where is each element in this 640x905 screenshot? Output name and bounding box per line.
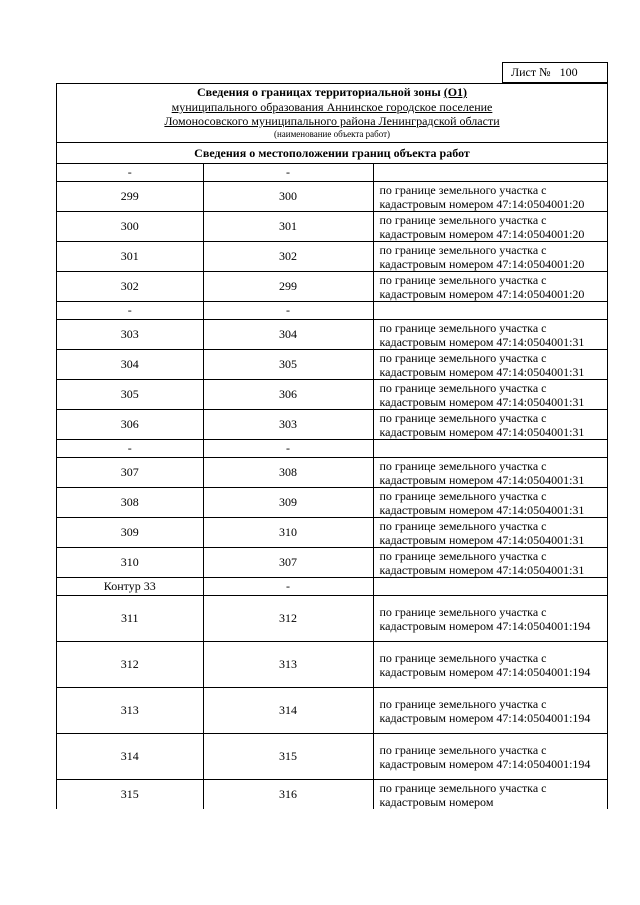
table-row	[57, 780, 607, 810]
boundary-description: по границе земельного участка с кадастровым номером 47:14:0504001:20	[373, 272, 607, 302]
boundary-description: по границе земельного участка с кадастровым номером 47:14:0504001:31	[373, 320, 607, 350]
point-from: 313	[57, 688, 203, 734]
zone-code: (О1)	[443, 85, 468, 99]
table-row	[57, 164, 607, 182]
point-to: 309	[203, 488, 373, 518]
point-from: 308	[57, 488, 203, 518]
point-from: 306	[57, 410, 203, 440]
boundary-description: по границе земельного участка с кадастровым номером 47:14:0504001:31	[373, 548, 607, 578]
point-to: 305	[203, 350, 373, 380]
point-to: 312	[203, 596, 373, 642]
point-to: -	[203, 440, 373, 458]
boundary-document	[56, 83, 608, 809]
sheet-number: 100	[559, 65, 578, 79]
point-to: -	[203, 164, 373, 182]
boundary-description: по границе земельного участка с кадастровым номером 47:14:0504001:20	[373, 212, 607, 242]
table-row	[57, 688, 607, 734]
table-row	[57, 182, 607, 212]
point-to: 299	[203, 272, 373, 302]
point-to: -	[203, 578, 373, 596]
table-row	[57, 734, 607, 780]
boundary-description	[373, 578, 607, 596]
point-from: 312	[57, 642, 203, 688]
table-row	[57, 380, 607, 410]
boundary-description: по границе земельного участка с кадастровым номером 47:14:0504001:194	[373, 642, 607, 688]
boundary-description: по границе земельного участка с кадастровым номером 47:14:0504001:20	[373, 242, 607, 272]
boundary-description: по границе земельного участка с кадастровым номером 47:14:0504001:31	[373, 380, 607, 410]
document-title	[57, 85, 607, 100]
point-from: 310	[57, 548, 203, 578]
point-to: 303	[203, 410, 373, 440]
point-from: -	[57, 440, 203, 458]
object-caption: (наименование объекта работ)	[273, 129, 391, 139]
point-from: -	[57, 164, 203, 182]
point-from: 304	[57, 350, 203, 380]
table-row	[57, 440, 607, 458]
boundary-description	[373, 164, 607, 182]
document-header	[57, 84, 607, 143]
boundary-description	[373, 302, 607, 320]
table-row	[57, 302, 607, 320]
point-to: 304	[203, 320, 373, 350]
point-from: Контур 33	[57, 578, 203, 596]
point-to: 314	[203, 688, 373, 734]
boundary-description: по границе земельного участка с кадастровым номером 47:14:0504001:31	[373, 488, 607, 518]
point-to: 310	[203, 518, 373, 548]
municipality-line: муниципального образования Аннинское городское поселение	[171, 100, 493, 114]
table-row	[57, 596, 607, 642]
table-row	[57, 458, 607, 488]
point-to: 302	[203, 242, 373, 272]
point-to: 307	[203, 548, 373, 578]
point-from: 303	[57, 320, 203, 350]
boundary-description: по границе земельного участка с кадастровым номером 47:14:0504001:194	[373, 734, 607, 780]
point-from: 300	[57, 212, 203, 242]
boundary-description: по границе земельного участка с кадастровым номером 47:14:0504001:194	[373, 596, 607, 642]
table-row	[57, 642, 607, 688]
table-row	[57, 272, 607, 302]
point-from: -	[57, 302, 203, 320]
table-row	[57, 518, 607, 548]
point-to: 315	[203, 734, 373, 780]
boundary-description: по границе земельного участка с кадастровым номером	[379, 780, 547, 809]
point-from: 311	[57, 596, 203, 642]
point-from: 302	[57, 272, 203, 302]
boundary-description	[373, 440, 607, 458]
table-row	[57, 212, 607, 242]
boundary-description: по границе земельного участка с кадастровым номером 47:14:0504001:31	[373, 518, 607, 548]
title-text: Сведения о границах территориальной зоны	[196, 85, 441, 99]
table-row	[57, 320, 607, 350]
sheet-label: Лист №	[511, 65, 551, 79]
point-from: 307	[57, 458, 203, 488]
table-row	[57, 410, 607, 440]
table-row	[57, 350, 607, 380]
point-from: 299	[57, 182, 203, 212]
point-to: 300	[203, 182, 373, 212]
point-to: -	[203, 302, 373, 320]
section-title: Сведения о местоположении границ объекта работ	[57, 143, 607, 164]
table-row	[57, 242, 607, 272]
point-from: 315	[57, 780, 203, 810]
point-to: 306	[203, 380, 373, 410]
point-to: 313	[203, 642, 373, 688]
point-to: 316	[203, 780, 373, 810]
point-from: 301	[57, 242, 203, 272]
point-from: 305	[57, 380, 203, 410]
point-to: 308	[203, 458, 373, 488]
boundary-description: по границе земельного участка с кадастровым номером 47:14:0504001:20	[373, 182, 607, 212]
sheet-number-box	[502, 62, 608, 83]
table-row	[57, 578, 607, 596]
point-to: 301	[203, 212, 373, 242]
point-from: 314	[57, 734, 203, 780]
district-line: Ломоносовского муниципального района Ленинградской области	[164, 114, 500, 128]
table-row	[57, 548, 607, 578]
boundary-table	[57, 164, 607, 809]
boundary-description: по границе земельного участка с кадастровым номером 47:14:0504001:31	[373, 410, 607, 440]
boundary-description: по границе земельного участка с кадастровым номером 47:14:0504001:31	[373, 350, 607, 380]
table-row	[57, 488, 607, 518]
point-from: 309	[57, 518, 203, 548]
boundary-description: по границе земельного участка с кадастровым номером 47:14:0504001:194	[373, 688, 607, 734]
boundary-description: по границе земельного участка с кадастровым номером 47:14:0504001:31	[373, 458, 607, 488]
